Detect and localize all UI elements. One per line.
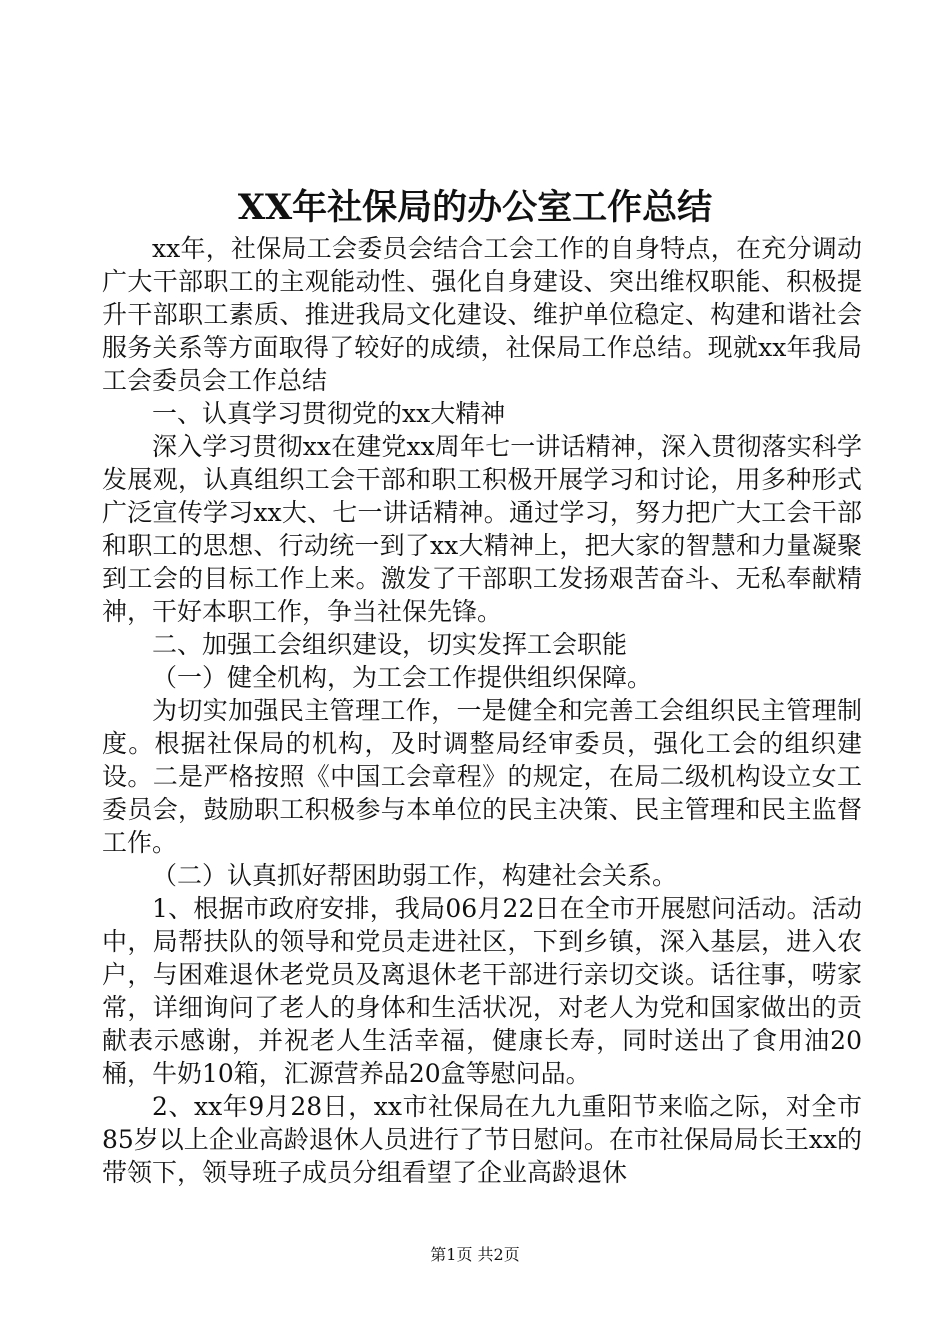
subsection-heading-1: （一）健全机构，为工会工作提供组织保障。 xyxy=(152,663,653,692)
paragraph-study: 深入学习贯彻xx在建党xx周年七一讲话精神，深入贯彻落实科学发展观，认真组织工会干部和职工积极开展学习和讨论，用多种形式广泛宣传学习xx大、七一讲话精神。通过学习，努力把广大工会干部和职工的思想、行动统一到了xx大精神上，把大家的智慧和力量凝聚到工会的目标工作上来。激发了干部职工发扬艰苦奋斗、无私奉献精神，干好本职工作，争当社保先锋。 xyxy=(102,432,862,626)
paragraph-item-2: 2、xx年9月28日，xx市社保局在九九重阳节来临之际，对全市85岁以上企业高龄退休人员进行了节日慰问。在市社保局局长王xx的带领下，领导班子成员分组看望了企业高龄退休 xyxy=(102,1092,863,1187)
section-heading-2: 二、加强工会组织建设，切实发挥工会职能 xyxy=(152,630,628,659)
page-title: XX年社保局的办公室工作总结 xyxy=(237,187,713,228)
page-footer: 第1页 共2页 xyxy=(430,1245,520,1264)
paragraph-organization: 为切实加强民主管理工作，一是健全和完善工会组织民主管理制度。根据社保局的机构，及时调整局经审委员，强化工会的组织建设。二是严格按照《中国工会章程》的规定，在局二级机构设立女工委员会，鼓励职工积极参与本单位的民主决策、民主管理和民主监督工作。 xyxy=(102,696,862,857)
section-heading-1: 一、认真学习贯彻党的xx大精神 xyxy=(152,399,506,428)
document-body xyxy=(102,232,862,1189)
paragraph-item-1: 1、根据市政府安排，我局06月22日在全市开展慰问活动。活动中，局帮扶队的领导和党员走进社区，下到乡镇，深入基层，进入农户，与困难退休老党员及离退休老干部进行亲切交谈。话往事，唠家常，详细询问了老人的身体和生活状况，对老人为党和国家做出的贡献表示感谢，并祝老人生活幸福，健康长寿，同时送出了食用油20桶，牛奶10箱，汇源营养品20盒等慰问品。 xyxy=(102,894,862,1088)
subsection-heading-2: （二）认真抓好帮困助弱工作，构建社会关系。 xyxy=(152,861,678,890)
paragraph-intro: xx年，社保局工会委员会结合工会工作的自身特点，在充分调动广大干部职工的主观能动性、强化自身建设、突出维权职能、积极提升干部职工素质、推进我局文化建设、维护单位稳定、构建和谐社会服务关系等方面取得了较好的成绩，社保局工作总结。现就xx年我局工会委员会工作总结 xyxy=(102,234,862,395)
